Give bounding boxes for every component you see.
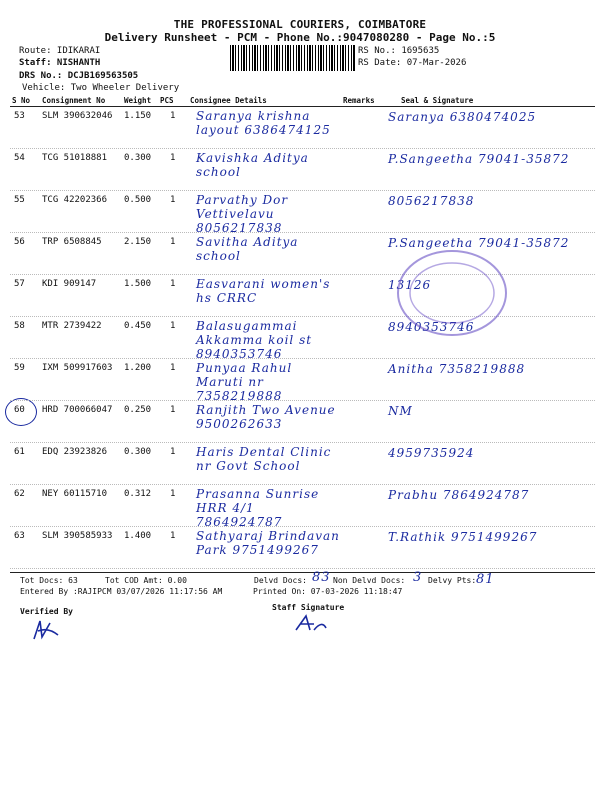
row-consignment: MTR 2739422	[42, 321, 102, 331]
printed-on: Printed On: 07-03-2026 11:18:47	[253, 587, 403, 596]
row-sno: 53	[14, 111, 25, 121]
row-sno: 56	[14, 237, 25, 247]
row-signature: 8940353746	[388, 320, 475, 334]
row-weight: 0.300	[124, 447, 152, 457]
verified-signature	[28, 615, 68, 645]
row-consignee-details: Balasugammai Akkamma koil st 8940353746	[196, 319, 313, 361]
staff-signature-label: Staff Signature	[272, 603, 345, 612]
row-sno: 60	[14, 405, 25, 415]
row-sno: 63	[14, 531, 25, 541]
row-consignee-details: Easvarani women's hs CRRC	[196, 277, 331, 305]
row-weight: 0.500	[124, 195, 152, 205]
vehicle-label: Vehicle: Two Wheeler Delivery	[22, 83, 180, 93]
row-sno: 58	[14, 321, 25, 331]
col-pcs: PCS	[160, 96, 174, 105]
row-sno: 59	[14, 363, 25, 373]
row-consignee-details: Ranjith Two Avenue 9500262633	[196, 403, 336, 431]
row-signature: Prabhu 7864924787	[388, 488, 530, 502]
row-divider	[10, 190, 595, 191]
row-signature: 8056217838	[388, 194, 475, 208]
row-weight: 0.450	[124, 321, 152, 331]
delivery-points-label: Delvy Pts:	[428, 576, 477, 585]
row-consignment: HRD 700066047	[42, 405, 113, 415]
row-consignee-details: Haris Dental Clinic nr Govt School	[196, 445, 332, 473]
row-pcs: 1	[170, 195, 176, 205]
row-pcs: 1	[170, 531, 176, 541]
route-label: Route: IDIKARAI	[19, 46, 101, 56]
row-divider	[10, 400, 595, 401]
row-weight: 0.300	[124, 153, 152, 163]
row-sno: 57	[14, 279, 25, 289]
row-sno: 62	[14, 489, 25, 499]
row-pcs: 1	[170, 489, 176, 499]
company-name: THE PROFESSIONAL COURIERS, COIMBATORE	[173, 18, 427, 31]
row-divider	[10, 358, 595, 359]
row-signature: T.Rathik 9751499267	[388, 530, 538, 544]
row-consignee-details: Saranya krishna layout 6386474125	[196, 109, 331, 137]
delivered-docs-label: Delvd Docs:	[254, 576, 307, 585]
header-divider	[10, 106, 595, 107]
row-signature: 13126	[388, 278, 432, 292]
row-consignment: EDQ 23923826	[42, 447, 108, 457]
total-docs: Tot Docs: 63	[20, 576, 78, 585]
runsheet-title: Delivery Runsheet - PCM - Phone No.:9047080280 - Page No.:5	[104, 31, 496, 44]
col-sno: S No	[12, 96, 31, 105]
row-pcs: 1	[170, 111, 176, 121]
row-signature: Saranya 6380474025	[388, 110, 537, 124]
non-delivered-label: Non Delvd Docs:	[333, 576, 406, 585]
row-sno: 55	[14, 195, 25, 205]
row-consignment: TCG 42202366	[42, 195, 108, 205]
row-consignee-details: Punyaa Rahul Maruti nr 7358219888	[196, 361, 293, 403]
row-divider	[10, 526, 595, 527]
row-divider	[10, 232, 595, 233]
row-consignee-details: Parvathy Dor Vettivelavu 8056217838	[196, 193, 289, 235]
row-consignee-details: Prasanna Sunrise HRR 4/1 7864924787	[196, 487, 320, 529]
row-weight: 0.312	[124, 489, 152, 499]
col-consignment: Consignment No	[42, 96, 106, 105]
footer-divider	[10, 572, 595, 573]
row-weight: 1.400	[124, 531, 152, 541]
row-consignment: TCG 51018881	[42, 153, 108, 163]
row-pcs: 1	[170, 363, 176, 373]
row-pcs: 1	[170, 279, 176, 289]
col-consignee: Consignee Details	[190, 96, 267, 105]
row-signature: NM	[388, 404, 413, 418]
delivery-points-value: 81	[476, 572, 495, 587]
barcode	[230, 45, 355, 71]
non-delivered-value: 3	[413, 570, 423, 585]
verified-by-label: Verified By	[20, 607, 73, 616]
row-consignment: NEY 60115710	[42, 489, 108, 499]
row-consignee-details: Savitha Aditya school	[196, 235, 299, 263]
row-pcs: 1	[170, 405, 176, 415]
row-divider	[10, 148, 595, 149]
row-divider	[10, 568, 595, 569]
staff-signature	[292, 610, 332, 638]
row-divider	[10, 484, 595, 485]
row-weight: 0.250	[124, 405, 152, 415]
row-consignee-details: Kavishka Aditya school	[196, 151, 309, 179]
row-pcs: 1	[170, 153, 176, 163]
row-consignment: TRP 6508845	[42, 237, 102, 247]
row-sno: 54	[14, 153, 25, 163]
rs-date: RS Date: 07-Mar-2026	[358, 58, 467, 68]
seal-stamp	[392, 245, 512, 345]
col-remarks: Remarks	[343, 96, 375, 105]
rs-number: RS No.: 1695635	[358, 46, 440, 56]
col-weight: Weight	[124, 96, 152, 105]
row-pcs: 1	[170, 447, 176, 457]
row-consignment: SLM 390585933	[42, 531, 113, 541]
row-pcs: 1	[170, 321, 176, 331]
row-consignment: KDI 909147	[42, 279, 97, 289]
row-signature: 4959735924	[388, 446, 475, 460]
row-consignee-details: Sathyaraj Brindavan Park 9751499267	[196, 529, 340, 557]
total-cod: Tot COD Amt: 0.00	[105, 576, 187, 585]
row-weight: 1.200	[124, 363, 152, 373]
row-signature: Anitha 7358219888	[388, 362, 526, 376]
row-signature: P.Sangeetha 79041-35872	[388, 236, 570, 250]
drs-number: DRS No.: DCJB169563505	[19, 71, 139, 81]
row-signature: P.Sangeetha 79041-35872	[388, 152, 570, 166]
col-seal-signature: Seal & Signature	[401, 96, 474, 105]
row-weight: 1.500	[124, 279, 152, 289]
staff-label: Staff: NISHANTH	[19, 58, 101, 68]
row-weight: 1.150	[124, 111, 152, 121]
row-weight: 2.150	[124, 237, 152, 247]
delivered-docs-value: 83	[312, 570, 331, 585]
row-consignment: IXM 509917603	[42, 363, 113, 373]
entered-by: Entered By :RAJIPCM 03/07/2026 11:17:56 AM	[20, 587, 223, 596]
row-divider	[10, 442, 595, 443]
row-sno: 61	[14, 447, 25, 457]
row-pcs: 1	[170, 237, 176, 247]
row-consignment: SLM 390632046	[42, 111, 113, 121]
